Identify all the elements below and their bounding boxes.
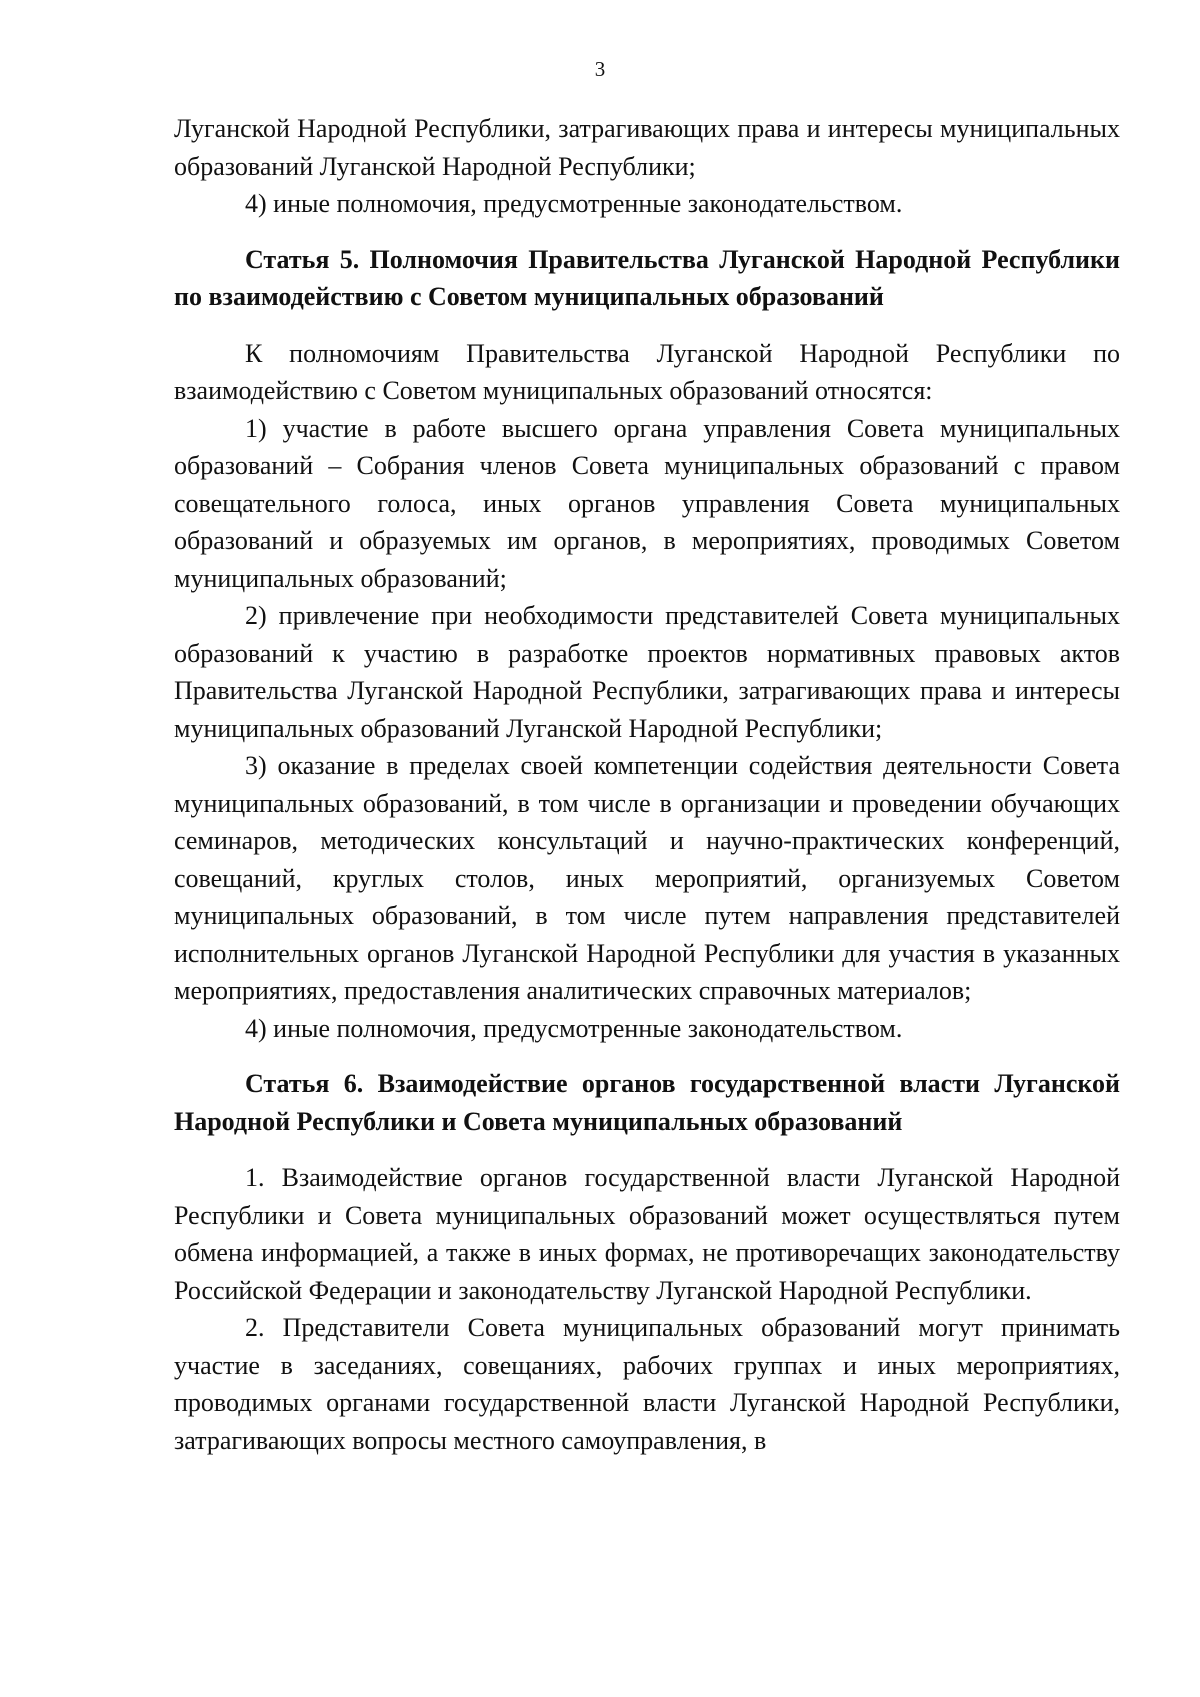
article-5-intro: К полномочиям Правительства Луганской Народной Республики по взаимодействию с Советом муниципальных образований относятся:: [174, 338, 1120, 405]
article-5-item-1: 1) участие в работе высшего органа управления Совета муниципальных образований – Собрания членов Совета муниципальных образований с правом совещательного голоса, иных органов управления Совета муниципальных образований и образуемых им органов, в мероприятиях, проводимых Советом муниципальных образований;: [174, 413, 1120, 593]
previous-article-item-4: 4) иные полномочия, предусмотренные законодательством.: [245, 189, 903, 218]
article-6-item-2: 2. Представители Совета муниципальных образований могут принимать участие в заседаниях, совещаниях, рабочих группах и иных мероприятиях, проводимых органами государственной власти Луганской Народной Республики, затрагивающих вопросы местного самоуправления, в: [174, 1313, 1120, 1455]
article-6-heading: Статья 6. Взаимодействие органов государственной власти Луганской Народной Республики и Совета муниципальных образований: [174, 1069, 1120, 1136]
article-6-item-1: 1. Взаимодействие органов государственной власти Луганской Народной Республики и Совета муниципальных образований может осуществляться путем обмена информацией, а также в иных формах, не противоречащих законодательству Российской Федерации и законодательству Луганской Народной Республики.: [174, 1163, 1120, 1305]
continuation-paragraph: Луганской Народной Республики, затрагивающих права и интересы муниципальных образований Луганской Народной Республики;: [174, 114, 1120, 181]
article-5-item-3: 3) оказание в пределах своей компетенции содействия деятельности Совета муниципальных образований, в том числе в организации и проведении обучающих семинаров, методических консультаций и научно-практических конференций, совещаний, круглых столов, иных мероприятий, организуемых Советом муниципальных образований, в том числе путем направления представителей исполнительных органов Луганской Народной Республики для участия в указанных мероприятиях, предоставления аналитических справочных материалов;: [174, 751, 1120, 1005]
article-5-item-4: 4) иные полномочия, предусмотренные законодательством.: [245, 1013, 903, 1043]
article-5-item-2: 2) привлечение при необходимости представителей Совета муниципальных образований к участию в разработке проектов нормативных правовых актов Правительства Луганской Народной Республики, затрагивающих права и интересы муниципальных образований Луганской Народной Республики;: [174, 601, 1120, 743]
page-number: 3: [594, 57, 606, 81]
document-body: [174, 110, 1120, 1459]
article-5-heading: Статья 5. Полномочия Правительства Луганской Народной Республики по взаимодействию с Советом муниципальных образований: [174, 244, 1120, 311]
